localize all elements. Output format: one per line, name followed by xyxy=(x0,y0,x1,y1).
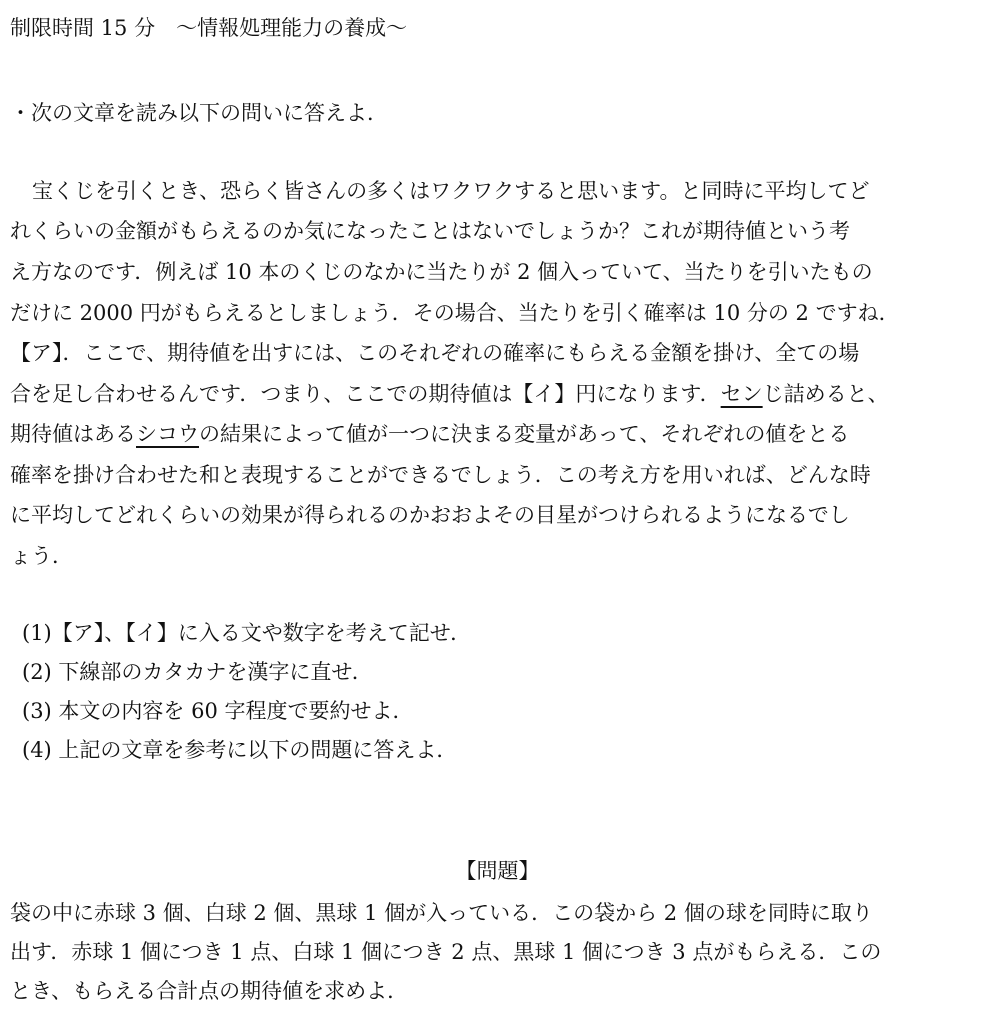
question-item: (4) 上記の文章を参考に以下の問題に答えよ． xyxy=(22,738,458,762)
page-title: 制限時間 15 分 ～情報処理能力の養成～ xyxy=(10,16,408,40)
underlined-katakana-shikou: シコウ xyxy=(136,422,199,446)
problem-line-1: 袋の中に赤球 3 個、白球 2 個、黒球 1 個が入っている．この袋から 2 個の球を同時に取り xyxy=(10,901,873,925)
passage-line-4: だけに 2000 円がもらえるとしましょう．その場合、当たりを引く確率は 10 分の 2 ですね． xyxy=(10,301,900,325)
underlined-katakana-sen: セン xyxy=(720,382,763,406)
passage-line-3: え方なのです．例えば 10 本のくじのなかに当たりが 2 個入っていて、当たりを引いたもの xyxy=(10,260,873,284)
passage-line-6 xyxy=(10,378,889,408)
passage-line-7 xyxy=(10,418,849,448)
instruction-text: ・次の文章を読み以下の問いに答えよ． xyxy=(10,101,388,125)
passage-line-8: 確率を掛け合わせた和と表現することができるでしょう．この考え方を用いれば、どんな時 xyxy=(10,463,871,487)
passage-line-7-end: の結果によって値が一つに決まる変量があって、それぞれの値をとる xyxy=(199,422,850,446)
problem-heading: 【問題】 xyxy=(455,859,540,883)
problem-line-2: 出す．赤球 1 個につき 1 点、白球 1 個につき 2 点、黒球 1 個につき 3 点がもらえる．この xyxy=(10,940,882,964)
passage-line-10: ょう． xyxy=(10,544,73,568)
question-item: (3) 本文の内容を 60 字程度で要約せよ． xyxy=(22,699,414,723)
passage-line-9: に平均してどれくらいの効果が得られるのかおおよその目星がつけられるようになるでし xyxy=(10,503,850,527)
passage-line-2: れくらいの金額がもらえるのか気になったことはないでしょうか？これが期待値という考 xyxy=(10,219,850,243)
passage-line-1: 宝くじを引くとき、恐らく皆さんの多くはワクワクすると思います。と同時に平均してど xyxy=(32,179,870,203)
passage-line-7-start: 期待値はある xyxy=(10,422,136,446)
question-item: (1)【ア】、【イ】に入る文や数字を考えて記せ． xyxy=(22,621,472,645)
passage-line-5: 【ア】．ここで、期待値を出すには、このそれぞれの確率にもらえる金額を掛け、全ての場 xyxy=(10,341,860,365)
problem-line-3: とき、もらえる合計点の期待値を求めよ． xyxy=(10,979,409,1003)
question-item: (2) 下線部のカタカナを漢字に直せ． xyxy=(22,660,373,684)
passage-line-6-end: じ詰めると、 xyxy=(762,382,889,406)
passage-line-6-start: 合を足し合わせるんです．つまり、ここでの期待値は【イ】円になります． xyxy=(10,382,721,406)
